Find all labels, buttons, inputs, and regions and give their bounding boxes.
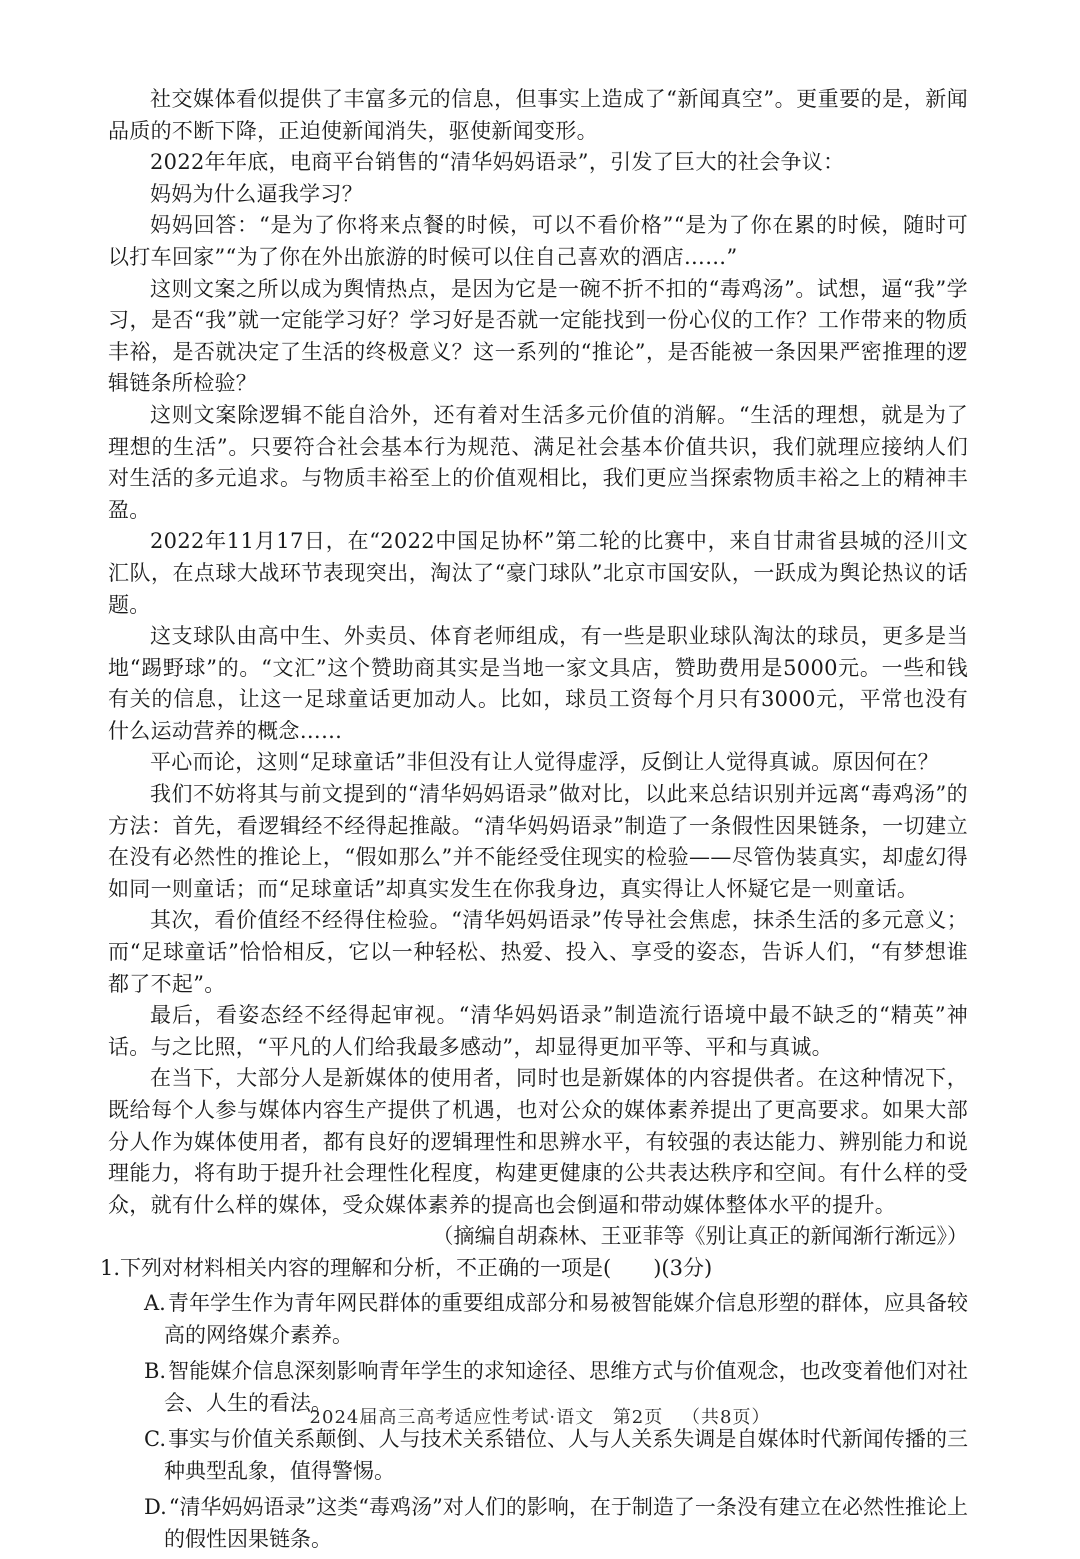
paragraph: 这则文案除逻辑不能自洽外，还有着对生活多元价值的消解。“生活的理想，就是为了理想的生活”。只要符合社会基本行为规范、满足社会基本价值共识，我们就理应接纳人们对生活的多元追求。与物质丰裕至上的价值观相比，我们更应当探索物质丰裕之上的精神丰盈。 xyxy=(108,402,968,522)
option-label: C. xyxy=(144,1426,166,1451)
exam-title: 2024届高三高考适应性考试·语文 xyxy=(309,1407,595,1428)
paragraph: 这支球队由高中生、外卖员、体育老师组成，有一些是职业球队淘汰的球员，更多是当地“踢野球”的。“文汇”这个赞助商其实是当地一家文具店，赞助费用是5000元。一些和钱有关的信息，让这一足球童话更加动人。比如，球员工资每个月只有3000元，平常也没有什么运动营养的概念…… xyxy=(108,624,968,743)
paragraph: 妈妈回答：“是为了你将来点餐的时候，可以不看价格”“是为了你在累的时候，随时可以打车回家”“为了你在外出旅游的时候可以住自己喜欢的酒店……” xyxy=(108,213,968,269)
option-d[interactable] xyxy=(108,1491,968,1555)
paragraph: 在当下，大部分人是新媒体的使用者，同时也是新媒体的内容提供者。在这种情况下，既给每个人参与媒体内容生产提供了机遇，也对公众的媒体素养提出了更高要求。如果大部分人作为媒体使用者，都有良好的逻辑理性和思辨水平，有较强的表达能力、辨别能力和说理能力，将有助于提升社会理性化程度，构建更健康的公共表达秩序和空间。有什么样的受众，就有什么样的媒体，受众媒体素养的提高也会倒逼和带动媒体整体水平的提升。 xyxy=(108,1066,968,1217)
paragraph: 2022年11月17日，在“2022中国足协杯”第二轮的比赛中，来自甘肃省县城的泾川文汇队，在点球大战环节表现突出，淘汰了“豪门球队”北京市国安队，一跃成为舆论热议的话题。 xyxy=(108,529,968,617)
page-number: 第2页 xyxy=(612,1407,664,1428)
option-text: 事实与价值关系颠倒、人与技术关系错位、人与人关系失调是自媒体时代新闻传播的三种典型乱象，值得警惕。 xyxy=(164,1426,968,1483)
option-label: D. xyxy=(144,1494,167,1519)
document-page xyxy=(100,84,968,1559)
paragraph: 我们不妨将其与前文提到的“清华妈妈语录”做对比，以此来总结识别并远离“毒鸡汤”的方法：首先，看逻辑经不经得起推敲。“清华妈妈语录”制造了一条假性因果链条，一切建立在没有必然性的推论上，“假如那么”并不能经受住现实的检验——尽管伪装真实，却虚幻得如同一则童话；而“足球童话”却真实发生在你我身边，真实得让人怀疑它是一则童话。 xyxy=(108,782,968,901)
option-label: A. xyxy=(144,1290,166,1315)
paragraph: 其次，看价值经不经得住检验。“清华妈妈语录”传导社会焦虑，抹杀生活的多元意义；而“足球童话”恰恰相反，它以一种轻松、热爱、投入、享受的姿态，告诉人们，“有梦想谁都了不起”。 xyxy=(108,908,968,996)
option-text: 智能媒介信息深刻影响青年学生的求知途径、思维方式与价值观念，也改变着他们对社会、人生的看法。 xyxy=(164,1358,968,1415)
option-text: 青年学生作为青年网民群体的重要组成部分和易被智能媒介信息形塑的群体，应具备较高的网络媒介素养。 xyxy=(164,1290,968,1347)
page-total: （共8页） xyxy=(682,1407,771,1428)
paragraph: 社交媒体看似提供了丰富多元的信息，但事实上造成了“新闻真空”。更重要的是，新闻品质的不断下降，正迫使新闻消失，驱使新闻变形。 xyxy=(108,87,968,143)
article-body xyxy=(108,84,968,1253)
paragraph: 妈妈为什么逼我学习？ xyxy=(150,181,363,206)
option-text: “清华妈妈语录”这类“毒鸡汤”对人们的影响，在于制造了一条没有建立在必然性推论上的假性因果链条。 xyxy=(164,1494,968,1551)
option-a[interactable] xyxy=(108,1287,968,1351)
paragraph: 平心而论，这则“足球童话”非但没有让人觉得虚浮，反倒让人觉得真诚。原因何在？ xyxy=(150,750,939,775)
page-footer xyxy=(0,1403,1080,1429)
option-label: B. xyxy=(144,1358,167,1383)
paragraph: 2022年年底，电商平台销售的“清华妈妈语录”，引发了巨大的社会争议： xyxy=(150,150,845,175)
question-stem: 1.下列对材料相关内容的理解和分析，不正确的一项是( )(3分) xyxy=(100,1255,713,1280)
paragraph: 这则文案之所以成为舆情热点，是因为它是一碗不折不扣的“毒鸡汤”。试想，逼“我”学习，是否“我”就一定能学习好？学习好是否就一定能找到一份心仪的工作？工作带来的物质丰裕，是否就决定了生活的终极意义？这一系列的“推论”，是否能被一条因果严密推理的逻辑链条所检验？ xyxy=(108,276,968,396)
source-citation: （摘编自胡森林、王亚菲等《别让真正的新闻渐行渐远》） xyxy=(432,1224,968,1249)
paragraph: 最后，看姿态经不经得起审视。“清华妈妈语录”制造流行语境中最不缺乏的“精英”神话。与之比照，“平凡的人们给我最多感动”，却显得更加平等、平和与真诚。 xyxy=(108,1003,968,1059)
option-c[interactable] xyxy=(108,1423,968,1487)
